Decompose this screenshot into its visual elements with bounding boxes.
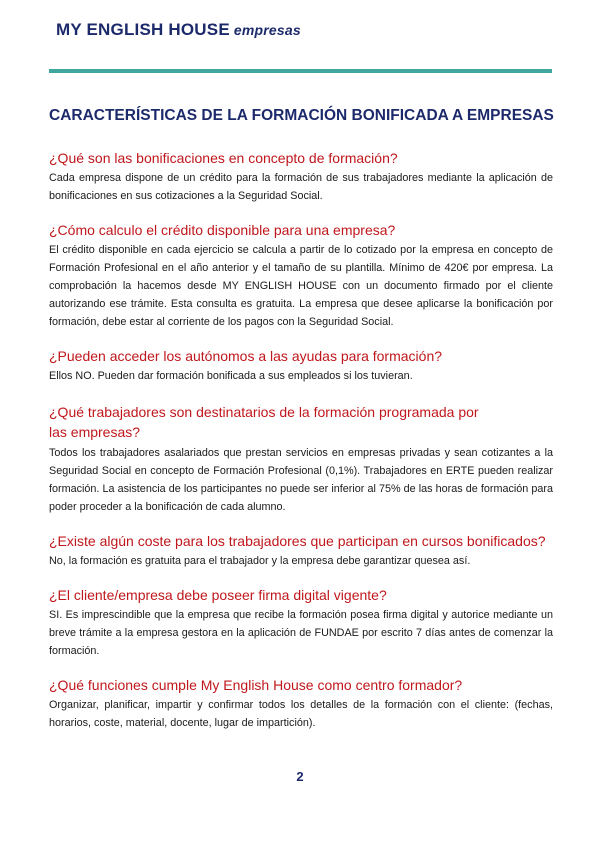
faq-item	[49, 348, 553, 385]
brand-name: MY ENGLISH HOUSE	[56, 20, 230, 39]
faq-answer: Ellos NO. Pueden dar formación bonificada a sus empleados si los tuvieran.	[49, 370, 413, 382]
faq-question: ¿El cliente/empresa debe poseer firma digital vigente?	[49, 587, 387, 603]
faq-question: ¿Qué trabajadores son destinatarios de la formación programada por las empresas?	[49, 404, 479, 440]
faq-item	[49, 150, 553, 205]
faq-item	[49, 677, 553, 732]
faq-question: ¿Pueden acceder los autónomos a las ayudas para formación?	[49, 348, 443, 364]
faq-question: ¿Existe algún coste para los trabajadores que participan en cursos bonificados?	[49, 533, 546, 549]
brand-header	[56, 20, 301, 40]
faq-item	[49, 402, 553, 516]
faq-item	[49, 587, 553, 660]
faq-answer: Organizar, planificar, impartir y confirmar todos los detalles de la formación con el cliente: (fechas, horarios, coste, material, docente, lugar de impartición).	[49, 699, 553, 729]
faq-answer: SI. Es imprescindible que la empresa que recibe la formación posea firma digital y autorice mediante un breve trámite a la empresa gestora en la aplicación de FUNDAE por escrito 7 días antes de comenzar la formación.	[49, 609, 553, 657]
brand-subtitle: empresas	[233, 22, 301, 38]
faq-item	[49, 222, 553, 331]
page-number: 2	[296, 769, 304, 784]
faq-list	[49, 150, 553, 749]
faq-answer: Cada empresa dispone de un crédito para la formación de sus trabajadores mediante la aplicación de bonificaciones en sus cotizaciones a la Seguridad Social.	[49, 172, 553, 202]
faq-answer: Todos los trabajadores asalariados que prestan servicios en empresas privadas y sean cotizantes a la Seguridad Social en concepto de Formación Profesional (0,1%). Trabajadores en ERTE pueden realizar formación. La asistencia de los participantes no puede ser inferior al 75% de las horas de formación para poder proceder a la bonificación de cada alumno.	[49, 447, 553, 513]
faq-question: ¿Cómo calculo el crédito disponible para una empresa?	[49, 222, 396, 238]
faq-answer: No, la formación es gratuita para el trabajador y la empresa debe garantizar quesea así.	[49, 555, 471, 567]
faq-item	[49, 533, 553, 570]
faq-answer: El crédito disponible en cada ejercicio se calcula a partir de lo cotizado por la empresa en concepto de Formación Profesional en el año anterior y el tamaño de su plantilla. Mínimo de 420€ por empresa. La comprobación la hacemos desde MY ENGLISH HOUSE con un documento firmado por el cliente autorizando ese trámite. Esta consulta es gratuita. La empresa que desee aplicarse la bonificación por formación, debe estar al corriente de los pagos con la Seguridad Social.	[49, 244, 553, 328]
faq-question: ¿Qué son las bonificaciones en concepto de formación?	[49, 150, 398, 166]
header-divider	[49, 69, 552, 73]
page-title: CARACTERÍSTICAS DE LA FORMACIÓN BONIFICADA A EMPRESAS	[49, 107, 554, 124]
faq-question: ¿Qué funciones cumple My English House como centro formador?	[49, 677, 463, 693]
